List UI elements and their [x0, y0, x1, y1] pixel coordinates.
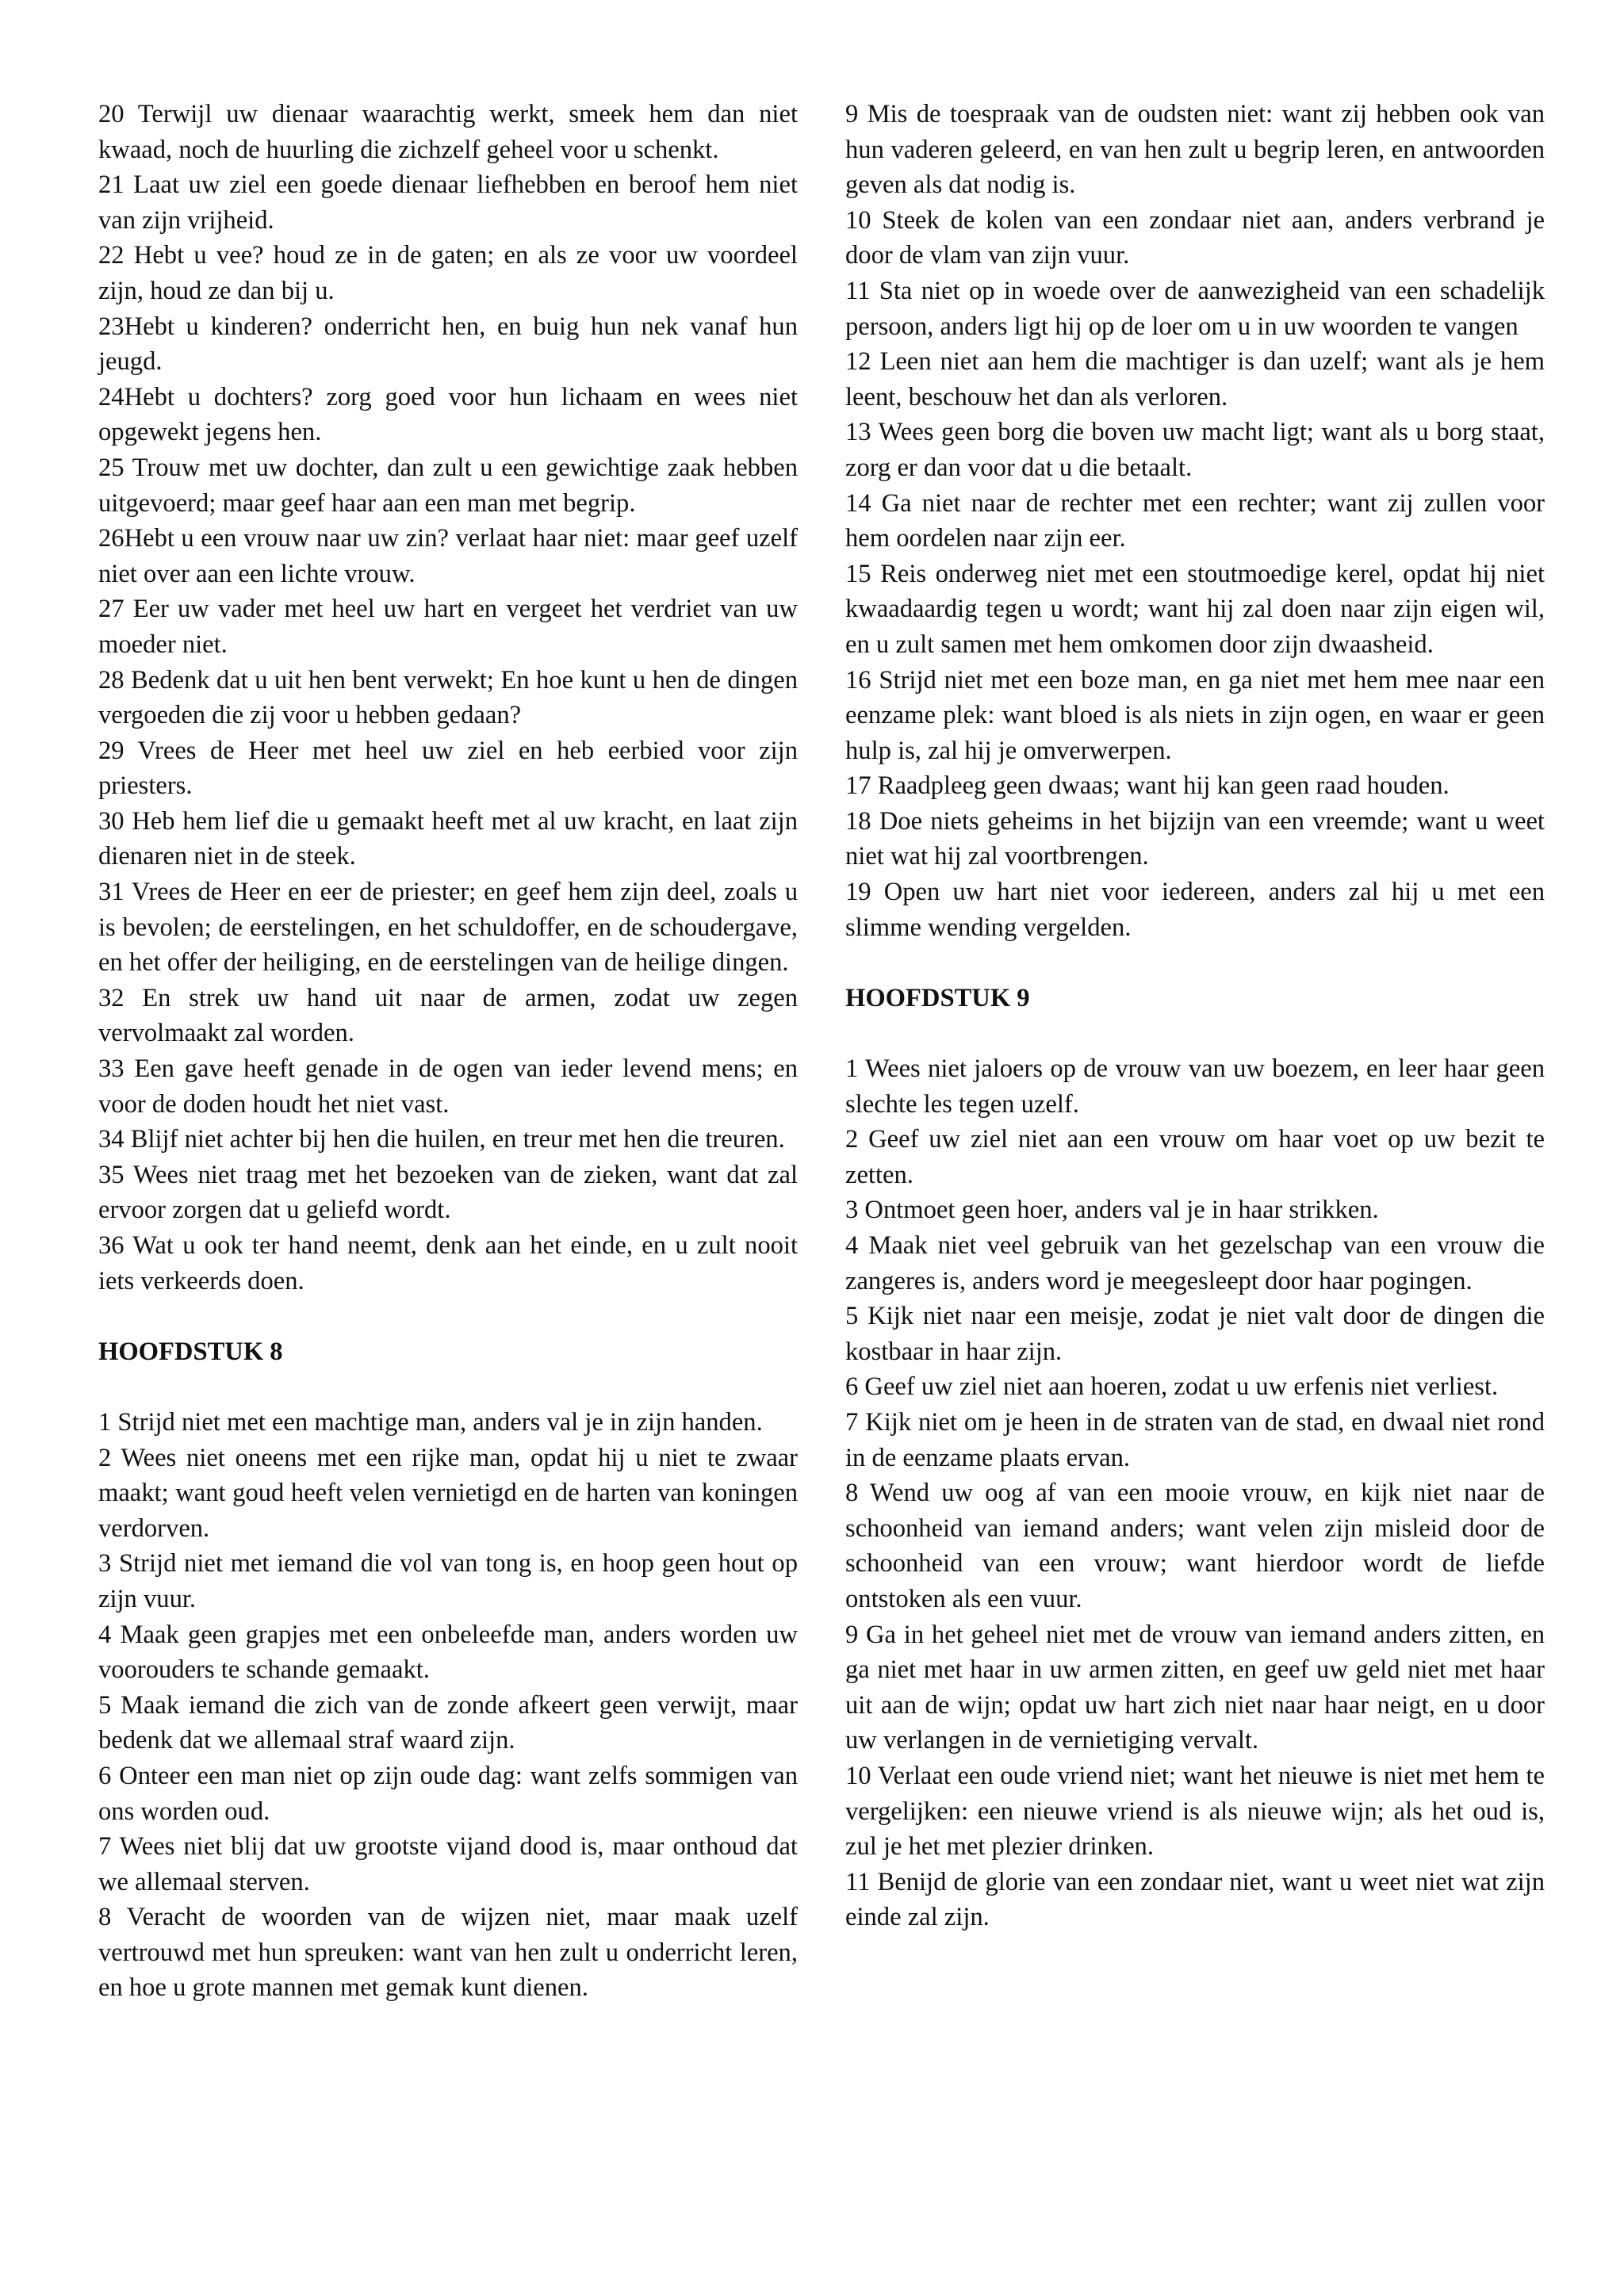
verse: 6 Onteer een man niet op zijn oude dag: want zelfs sommigen van ons worden oud.	[98, 1761, 798, 1826]
chapter-heading: HOOFDSTUK 9	[845, 983, 1030, 1012]
verse: 21 Laat uw ziel een goede dienaar liefhebben en beroof hem niet van zijn vrijheid.	[98, 170, 798, 235]
verse: 9 Ga in het geheel niet met de vrouw van iemand anders zitten, en ga niet met haar in uw armen zitten, en geef uw geld niet met haar uit aan de wijn; opdat uw hart zich niet naar haar neigt, en u door uw verlangen in de vernietiging vervalt.	[845, 1620, 1545, 1755]
verse: 7 Wees niet blij dat uw grootste vijand dood is, maar onthoud dat we allemaal sterven.	[98, 1832, 798, 1896]
verse: 30 Heb hem lief die u gemaakt heeft met al uw kracht, en laat zijn dienaren niet in de steek.	[98, 806, 798, 871]
verse: 1 Wees niet jaloers op de vrouw van uw boezem, en leer haar geen slechte les tegen uzelf.	[845, 1054, 1545, 1119]
verse: 6 Geef uw ziel niet aan hoeren, zodat u uw erfenis niet verliest.	[845, 1372, 1499, 1402]
verse: 12 Leen niet aan hem die machtiger is dan uzelf; want als je hem leent, beschouw het dan als verloren.	[845, 347, 1545, 411]
verse-list-bottom	[845, 1051, 1545, 1935]
verse: 32 En strek uw hand uit naar de armen, zodat uw zegen vervolmaakt zal worden.	[98, 983, 798, 1048]
verse: 9 Mis de toespraak van de oudsten niet: want zij hebben ook van hun vaderen geleerd, en van hen zult u begrip leren, en antwoorden geven als dat nodig is.	[845, 100, 1545, 200]
verse: 27 Eer uw vader met heel uw hart en vergeet het verdriet van uw moeder niet.	[98, 595, 798, 659]
verse: 1 Strijd niet met een machtige man, anders val je in zijn handen.	[98, 1407, 763, 1437]
verse: 2 Geef uw ziel niet aan een vrouw om haar voet op uw bezit te zetten.	[845, 1125, 1545, 1189]
verse-list-bottom	[98, 1405, 798, 2006]
verse: 8 Wend uw oog af van een mooie vrouw, en kijk niet naar de schoonheid van iemand anders; want velen zijn misleid door de schoonheid van een vrouw; want hierdoor wordt de liefde ontstoken als een vuur.	[845, 1479, 1545, 1613]
verse: 28 Bedenk dat u uit hen bent verwekt; En hoe kunt u hen de dingen vergoeden die zij voor u hebben gedaan?	[98, 665, 798, 730]
verse: 3 Ontmoet geen hoer, anders val je in haar strikken.	[845, 1196, 1379, 1225]
verse: 25 Trouw met uw dochter, dan zult u een gewichtige zaak hebben uitgevoerd; maar geef haar aan een man met begrip.	[98, 453, 798, 518]
verse: 4 Maak geen grapjes met een onbeleefde man, anders worden uw voorouders te schande gemaakt.	[98, 1620, 798, 1685]
verse: 15 Reis onderweg niet met een stoutmoedige kerel, opdat hij niet kwaadaardig tegen u wordt; want hij zal doen naar zijn eigen wil, en u zult samen met hem omkomen door zijn dwaasheid.	[845, 559, 1545, 659]
chapter-heading: HOOFDSTUK 8	[98, 1337, 283, 1366]
verse-list-top	[98, 97, 798, 1299]
verse: 5 Maak iemand die zich van de zonde afkeert geen verwijt, maar bedenk dat we allemaal straf waard zijn.	[98, 1690, 798, 1755]
verse: 11 Sta niet op in woede over de aanwezigheid van een schadelijk persoon, anders ligt hij op de loer om u in uw woorden te vangen	[845, 276, 1545, 341]
verse: 19 Open uw hart niet voor iedereen, anders zal hij u met een slimme wending vergelden.	[845, 878, 1545, 942]
verse: 3 Strijd niet met iemand die vol van tong is, en hoop geen hout op zijn vuur.	[98, 1549, 798, 1613]
verse: 10 Verlaat een oude vriend niet; want het nieuwe is niet met hem te vergelijken: een nieuwe vriend is als nieuwe wijn; als het oud is, zul je het met plezier drinken.	[845, 1761, 1545, 1862]
verse: 11 Benijd de glorie van een zondaar niet, want u weet niet wat zijn einde zal zijn.	[845, 1867, 1545, 1932]
verse: 8 Veracht de woorden van de wijzen niet, maar maak uzelf vertrouwd met hun spreuken: want van hen zult u onderricht leren, en hoe u grote mannen met gemak kunt dienen.	[98, 1903, 798, 2003]
left-column	[98, 97, 798, 2006]
right-column	[845, 97, 1545, 1935]
verse: 14 Ga niet naar de rechter met een rechter; want zij zullen voor hem oordelen naar zijn eer.	[845, 488, 1545, 553]
verse: 35 Wees niet traag met het bezoeken van de zieken, want dat zal ervoor zorgen dat u geliefd wordt.	[98, 1160, 798, 1225]
verse: 24Hebt u dochters? zorg goed voor hun lichaam en wees niet opgewekt jegens hen.	[98, 382, 798, 447]
verse: 13 Wees geen borg die boven uw macht ligt; want als u borg staat, zorg er dan voor dat u die betaalt.	[845, 418, 1545, 482]
verse: 22 Hebt u vee? houd ze in de gaten; en als ze voor uw voordeel zijn, houd ze dan bij u.	[98, 241, 798, 305]
verse: 16 Strijd niet met een boze man, en ga niet met hem mee naar een eenzame plek: want bloed is als niets in zijn ogen, en waar er geen hulp is, zal hij je omverwerpen.	[845, 665, 1545, 765]
verse: 31 Vrees de Heer en eer de priester; en geef hem zijn deel, zoals u is bevolen; de eerstelingen, en het schuldoffer, en de schoudergave, en het offer der heiliging, en de eerstelingen van de heilige dingen.	[98, 878, 798, 978]
verse: 4 Maak niet veel gebruik van het gezelschap van een vrouw die zangeres is, anders word je meegesleept door haar pogingen.	[845, 1231, 1545, 1295]
verse: 18 Doe niets geheims in het bijzijn van een vreemde; want u weet niet wat hij zal voortbrengen.	[845, 806, 1545, 871]
verse: 29 Vrees de Heer met heel uw ziel en heb eerbied voor zijn priesters.	[98, 736, 798, 801]
verse: 10 Steek de kolen van een zondaar niet aan, anders verbrand je door de vlam van zijn vuur.	[845, 205, 1545, 270]
verse: 17 Raadpleeg geen dwaas; want hij kan geen raad houden.	[845, 771, 1450, 801]
verse-list-top	[845, 97, 1545, 945]
verse: 26Hebt u een vrouw naar uw zin? verlaat haar niet: maar geef uzelf niet over aan een lichte vrouw.	[98, 524, 798, 588]
verse: 2 Wees niet oneens met een rijke man, opdat hij u niet te zwaar maakt; want goud heeft velen vernietigd en de harten van koningen verdorven.	[98, 1443, 798, 1543]
verse: 23Hebt u kinderen? onderricht hen, en buig hun nek vanaf hun jeugd.	[98, 312, 798, 377]
verse: 33 Een gave heeft genade in de ogen van ieder levend mens; en voor de doden houdt het niet vast.	[98, 1054, 798, 1119]
verse: 34 Blijf niet achter bij hen die huilen, en treur met hen die treuren.	[98, 1125, 785, 1154]
verse: 5 Kijk niet naar een meisje, zodat je niet valt door de dingen die kostbaar in haar zijn.	[845, 1302, 1545, 1366]
verse: 36 Wat u ook ter hand neemt, denk aan het einde, en u zult nooit iets verkeerds doen.	[98, 1231, 798, 1295]
verse: 7 Kijk niet om je heen in de straten van de stad, en dwaal niet rond in de eenzame plaats ervan.	[845, 1407, 1545, 1472]
verse: 20 Terwijl uw dienaar waarachtig werkt, smeek hem dan niet kwaad, noch de huurling die zichzelf geheel voor u schenkt.	[98, 100, 798, 164]
